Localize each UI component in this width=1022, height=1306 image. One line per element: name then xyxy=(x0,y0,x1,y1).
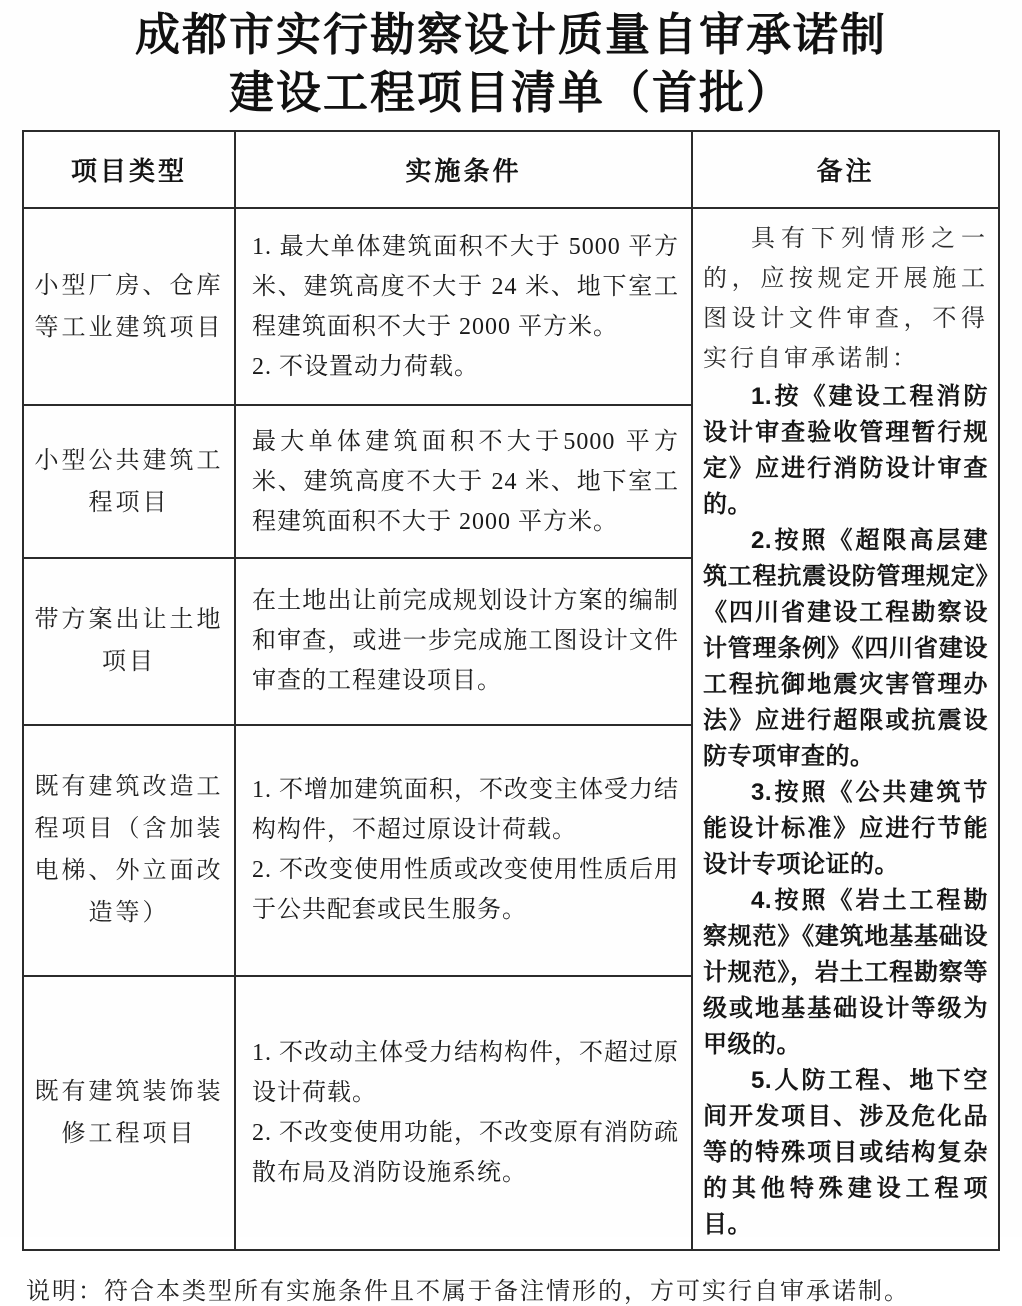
project-list-table xyxy=(22,130,1000,1251)
table-header-row xyxy=(23,131,999,208)
remark-item: 2.按照《超限高层建筑工程抗震设防管理规定》《四川省建设工程勘察设计管理条例》《四川省建设工程抗御地震灾害管理办法》应进行超限或抗震设防专项审查的。 xyxy=(703,527,988,770)
project-type-cell: 小型公共建筑工程项目 xyxy=(23,405,235,558)
condition-line: 2. 不设置动力荷载。 xyxy=(252,353,479,380)
header-remarks: 备注 xyxy=(692,131,999,208)
condition-line: 在土地出让前完成规划设计方案的编制和审查，或进一步完成施工图设计文件审查的工程建设项目。 xyxy=(252,588,679,695)
conditions-cell xyxy=(235,725,692,977)
remark-item: 4.按照《岩土工程勘察规范》《建筑地基基础设计规范》，岩土工程勘察等级或地基基础设计等级为甲级的。 xyxy=(703,887,988,1058)
project-type-cell: 小型厂房、仓库等工业建筑项目 xyxy=(23,208,235,405)
project-type-cell: 既有建筑装饰装修工程项目 xyxy=(23,976,235,1250)
page-title-line-2: 建设工程项目清单（首批） xyxy=(228,67,793,118)
header-project-type: 项目类型 xyxy=(23,131,235,208)
remark-item: 5.人防工程、地下空间开发项目、涉及危化品等的特殊项目或结构复杂的其他特殊建设工程项目。 xyxy=(703,1067,988,1238)
remark-item: 1.按《建设工程消防设计审查验收管理暂行规定》应进行消防设计审查的。 xyxy=(703,383,988,518)
page-title xyxy=(0,0,1022,122)
condition-line: 最大单体建筑面积不大于5000 平方米、建筑高度不大于 24 米、地下室工程建筑面积不大于 2000 平方米。 xyxy=(252,428,679,535)
project-type-cell: 带方案出让土地项目 xyxy=(23,558,235,724)
condition-line: 1. 不增加建筑面积，不改变主体受力结构构件，不超过原设计荷载。 xyxy=(252,777,679,844)
remarks-cell xyxy=(692,208,999,1250)
conditions-cell xyxy=(235,976,692,1250)
table-row xyxy=(23,208,999,405)
conditions-cell xyxy=(235,558,692,724)
remark-item: 3.按照《公共建筑节能设计标准》应进行节能设计专项论证的。 xyxy=(703,779,988,878)
conditions-cell xyxy=(235,405,692,558)
project-type-cell: 既有建筑改造工程项目（含加装电梯、外立面改造等） xyxy=(23,725,235,977)
remarks-intro: 具有下列情形之一的，应按规定开展施工图设计文件审查，不得实行自审承诺制： xyxy=(703,226,988,372)
condition-line: 2. 不改变使用功能，不改变原有消防疏散布局及消防设施系统。 xyxy=(252,1120,679,1187)
conditions-cell xyxy=(235,208,692,405)
condition-line: 2. 不改变使用性质或改变使用性质后用于公共配套或民生服务。 xyxy=(252,857,679,924)
condition-line: 1. 不改动主体受力结构构件，不超过原设计荷载。 xyxy=(252,1040,679,1107)
header-conditions: 实施条件 xyxy=(235,131,692,208)
page-title-line-1: 成都市实行勘察设计质量自审承诺制 xyxy=(134,9,887,60)
footnote: 说明：符合本类型所有实施条件且不属于备注情形的，方可实行自审承诺制。 xyxy=(26,1279,910,1305)
condition-line: 1. 最大单体建筑面积不大于 5000 平方米、建筑高度不大于 24 米、地下室工程建筑面积不大于 2000 平方米。 xyxy=(252,233,679,340)
